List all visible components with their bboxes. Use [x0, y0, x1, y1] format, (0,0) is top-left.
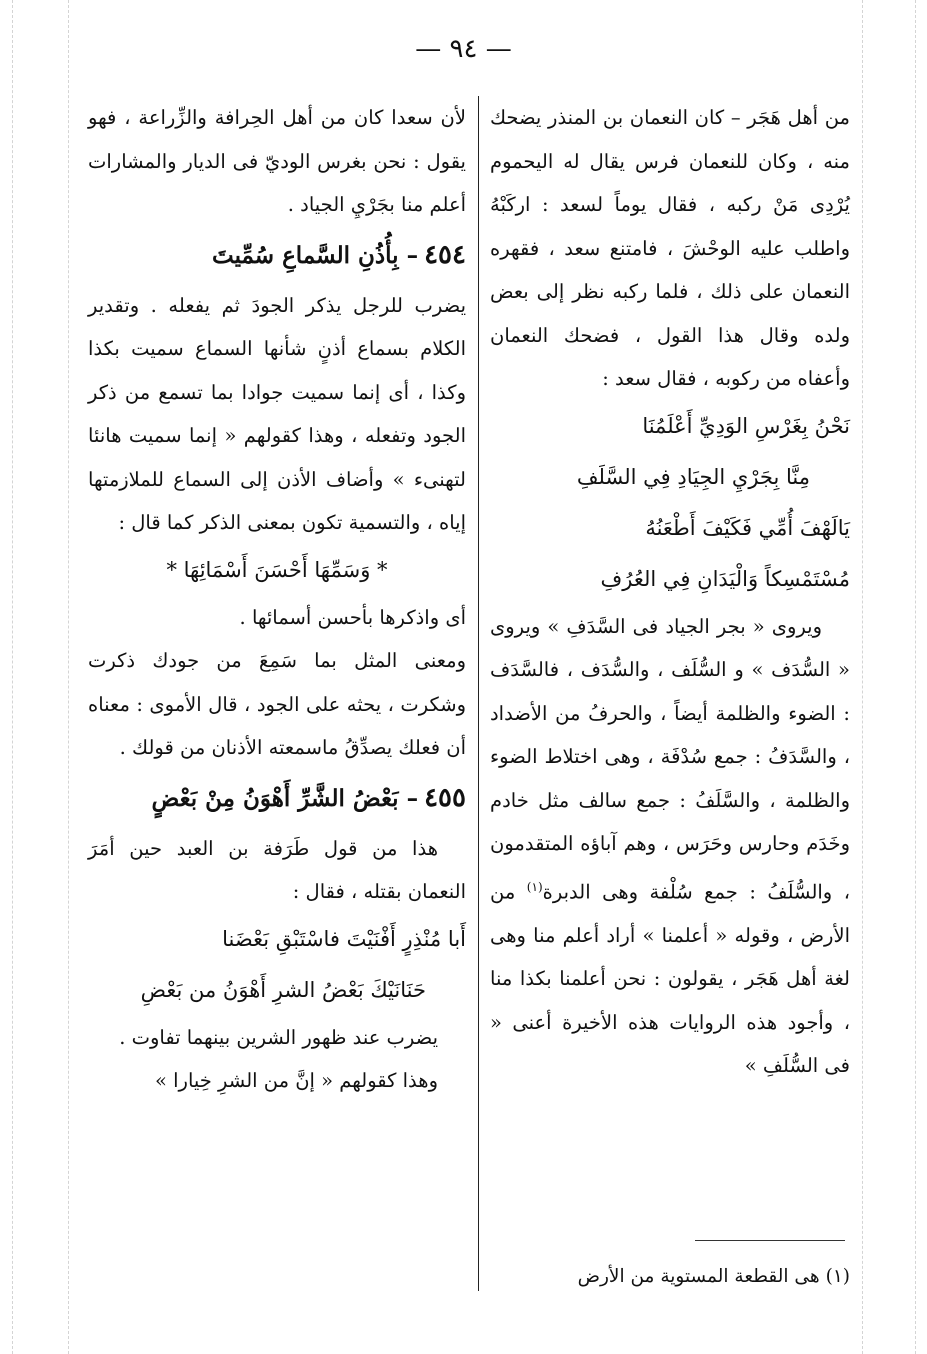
- paragraph: [490, 605, 850, 1088]
- scan-guide-line: [12, 0, 13, 1354]
- paragraph: يضرب للرجل يذكر الجودَ ثم يفعله . وتقدير الكلام بسماع أذنٍ شأنها السماع سميت بكذا وكذا ، أى إنما سميت جوادا بما تسمع من ذكر الجود وتفعله ، وهذا كقولهم « إنما سميت هانئا لتهنىء » وأضاف الأذن إلى السماع للملازمتها إياه ، والتسمية تكون بمعنى الذكر كما قال :: [88, 293, 466, 534]
- paragraph: هذا من قول طَرَفة بن العبد حين أمَرَ النعمان بقتله ، فقال :: [88, 836, 466, 903]
- scan-guide-line: [862, 0, 863, 1354]
- poem-verse: حَنَانَيْكَ بَعْضُ الشرِ أَهْوَنُ من بَعْضِ: [140, 977, 426, 1002]
- left-column: [88, 96, 466, 1103]
- proverb-heading: [88, 227, 466, 284]
- page-number: — ٩٤ —: [415, 34, 512, 64]
- poem-verse: نَحْنُ بِغَرْسِ الوَدِيِّ أَعْلَمُنَا: [642, 413, 850, 438]
- proverb-number: ٤٥٤: [424, 239, 466, 270]
- footnote-divider: [695, 1240, 845, 1241]
- paragraph: أى واذكرها بأحسن أسمائها .: [239, 605, 466, 629]
- right-column: [490, 96, 850, 1088]
- paragraph: ومعنى المثل بما سَمِعَ من جودك ذكرت وشكرت ، يحثه على الجود ، قال الأموى : معناه أن فعلك يصدِّقُ ماسمعته الأذنان من قولك .: [88, 649, 466, 759]
- proverb-text: – بَعْضُ الشَّرِّ أَهْوَنُ مِنْ بَعْضٍ: [151, 784, 419, 812]
- paragraph: لأن سعدا كان من أهل الحِرافة والزِّراعة ، فهو يقول : نحن بغرس الوديّ فى الديار والمشارات أعلم منا بجَرْيِ الجياد .: [88, 106, 466, 216]
- proverb-heading: [88, 770, 466, 827]
- footnote-text: هى القطعة المستوية من الأرض: [577, 1266, 820, 1287]
- column-divider: [478, 96, 479, 1291]
- poem-verse: يَالَهْفَ أُمِّي فَكَيْفَ أَطْعَنُهُ: [645, 515, 850, 540]
- footnote-reference: (١): [526, 879, 543, 894]
- paragraph-text: ويروى « بجر الجياد فى السَّدَفِ » ويروى « السُّدَف » و السُّلَف ، والسُّدَف ، فالسَّدَف : الضوء والظلمة أيضاً ، والحرفُ من الأضداد ، والسَّدَفُ : جمع سُدْفَة ، وهى اختلاط الضوء والظلمة ، والسَّلَفُ : جمع سالف مثل خادم وخَدَم وحارس وحَرَس ، وهم آباؤه المتقدمون ، والسُّلَفُ : جمع سُلْفة وهى الدبرة: [490, 614, 851, 903]
- footnote-mark: (١): [825, 1266, 850, 1287]
- scan-guide-line: [68, 0, 69, 1354]
- paragraph: يضرب عند ظهور الشرين بينهما تفاوت .: [119, 1025, 438, 1049]
- poem-verse: * وَسَمِّهَا أَحْسَنَ أَسْمَائِهَا *: [166, 557, 388, 582]
- poem-verse: مِنَّا بِجَرْيِ الجِيَادِ فِي السَّلَفِ: [576, 464, 810, 489]
- footnote: [490, 1262, 850, 1292]
- paragraph-text: من الأرض ، وقوله « أعلمنا » أراد أعلم منا وهى لغة أهل هَجَر ، يقولون : نحن أعلمنا بكذا منا ، وأجود هذه الروايات هذه الأخيرة أعنى « فى السُّلَفِ »: [490, 880, 850, 1077]
- proverb-text: – بِأُذُنِ السَّماعِ سُمِّيتَ: [211, 241, 419, 269]
- proverb-number: ٤٥٥: [424, 782, 466, 813]
- poem-verse: مُسْتَمْسِكاً وَالْيَدَانِ فِي العُرُفِ: [600, 566, 850, 591]
- paragraph: وهذا كقولهم « إنَّ من الشرِ خِيارا »: [155, 1069, 438, 1092]
- paragraph: من أهل هَجَر – كان النعمان بن المنذر يضحك منه ، وكان للنعمان فرس يقال له اليحموم يُرْدِى مَنْ ركبه ، فقال يوماً لسعد : اركَبْهُ واطلب عليه الوحْشَ ، فامتنع سعد ، فقهره النعمان على ذلك ، فلما ركبه نظر إلى بعض ولده وقال هذا القول ، فضحك النعمان وأعفاه من ركوبه ، فقال سعد :: [490, 106, 850, 390]
- poem-verse: أَبا مُنْذِرٍ أَفْنَيْتَ فاسْتَبْقِ بَعْضَنا: [222, 926, 466, 951]
- scan-guide-line: [915, 0, 916, 1354]
